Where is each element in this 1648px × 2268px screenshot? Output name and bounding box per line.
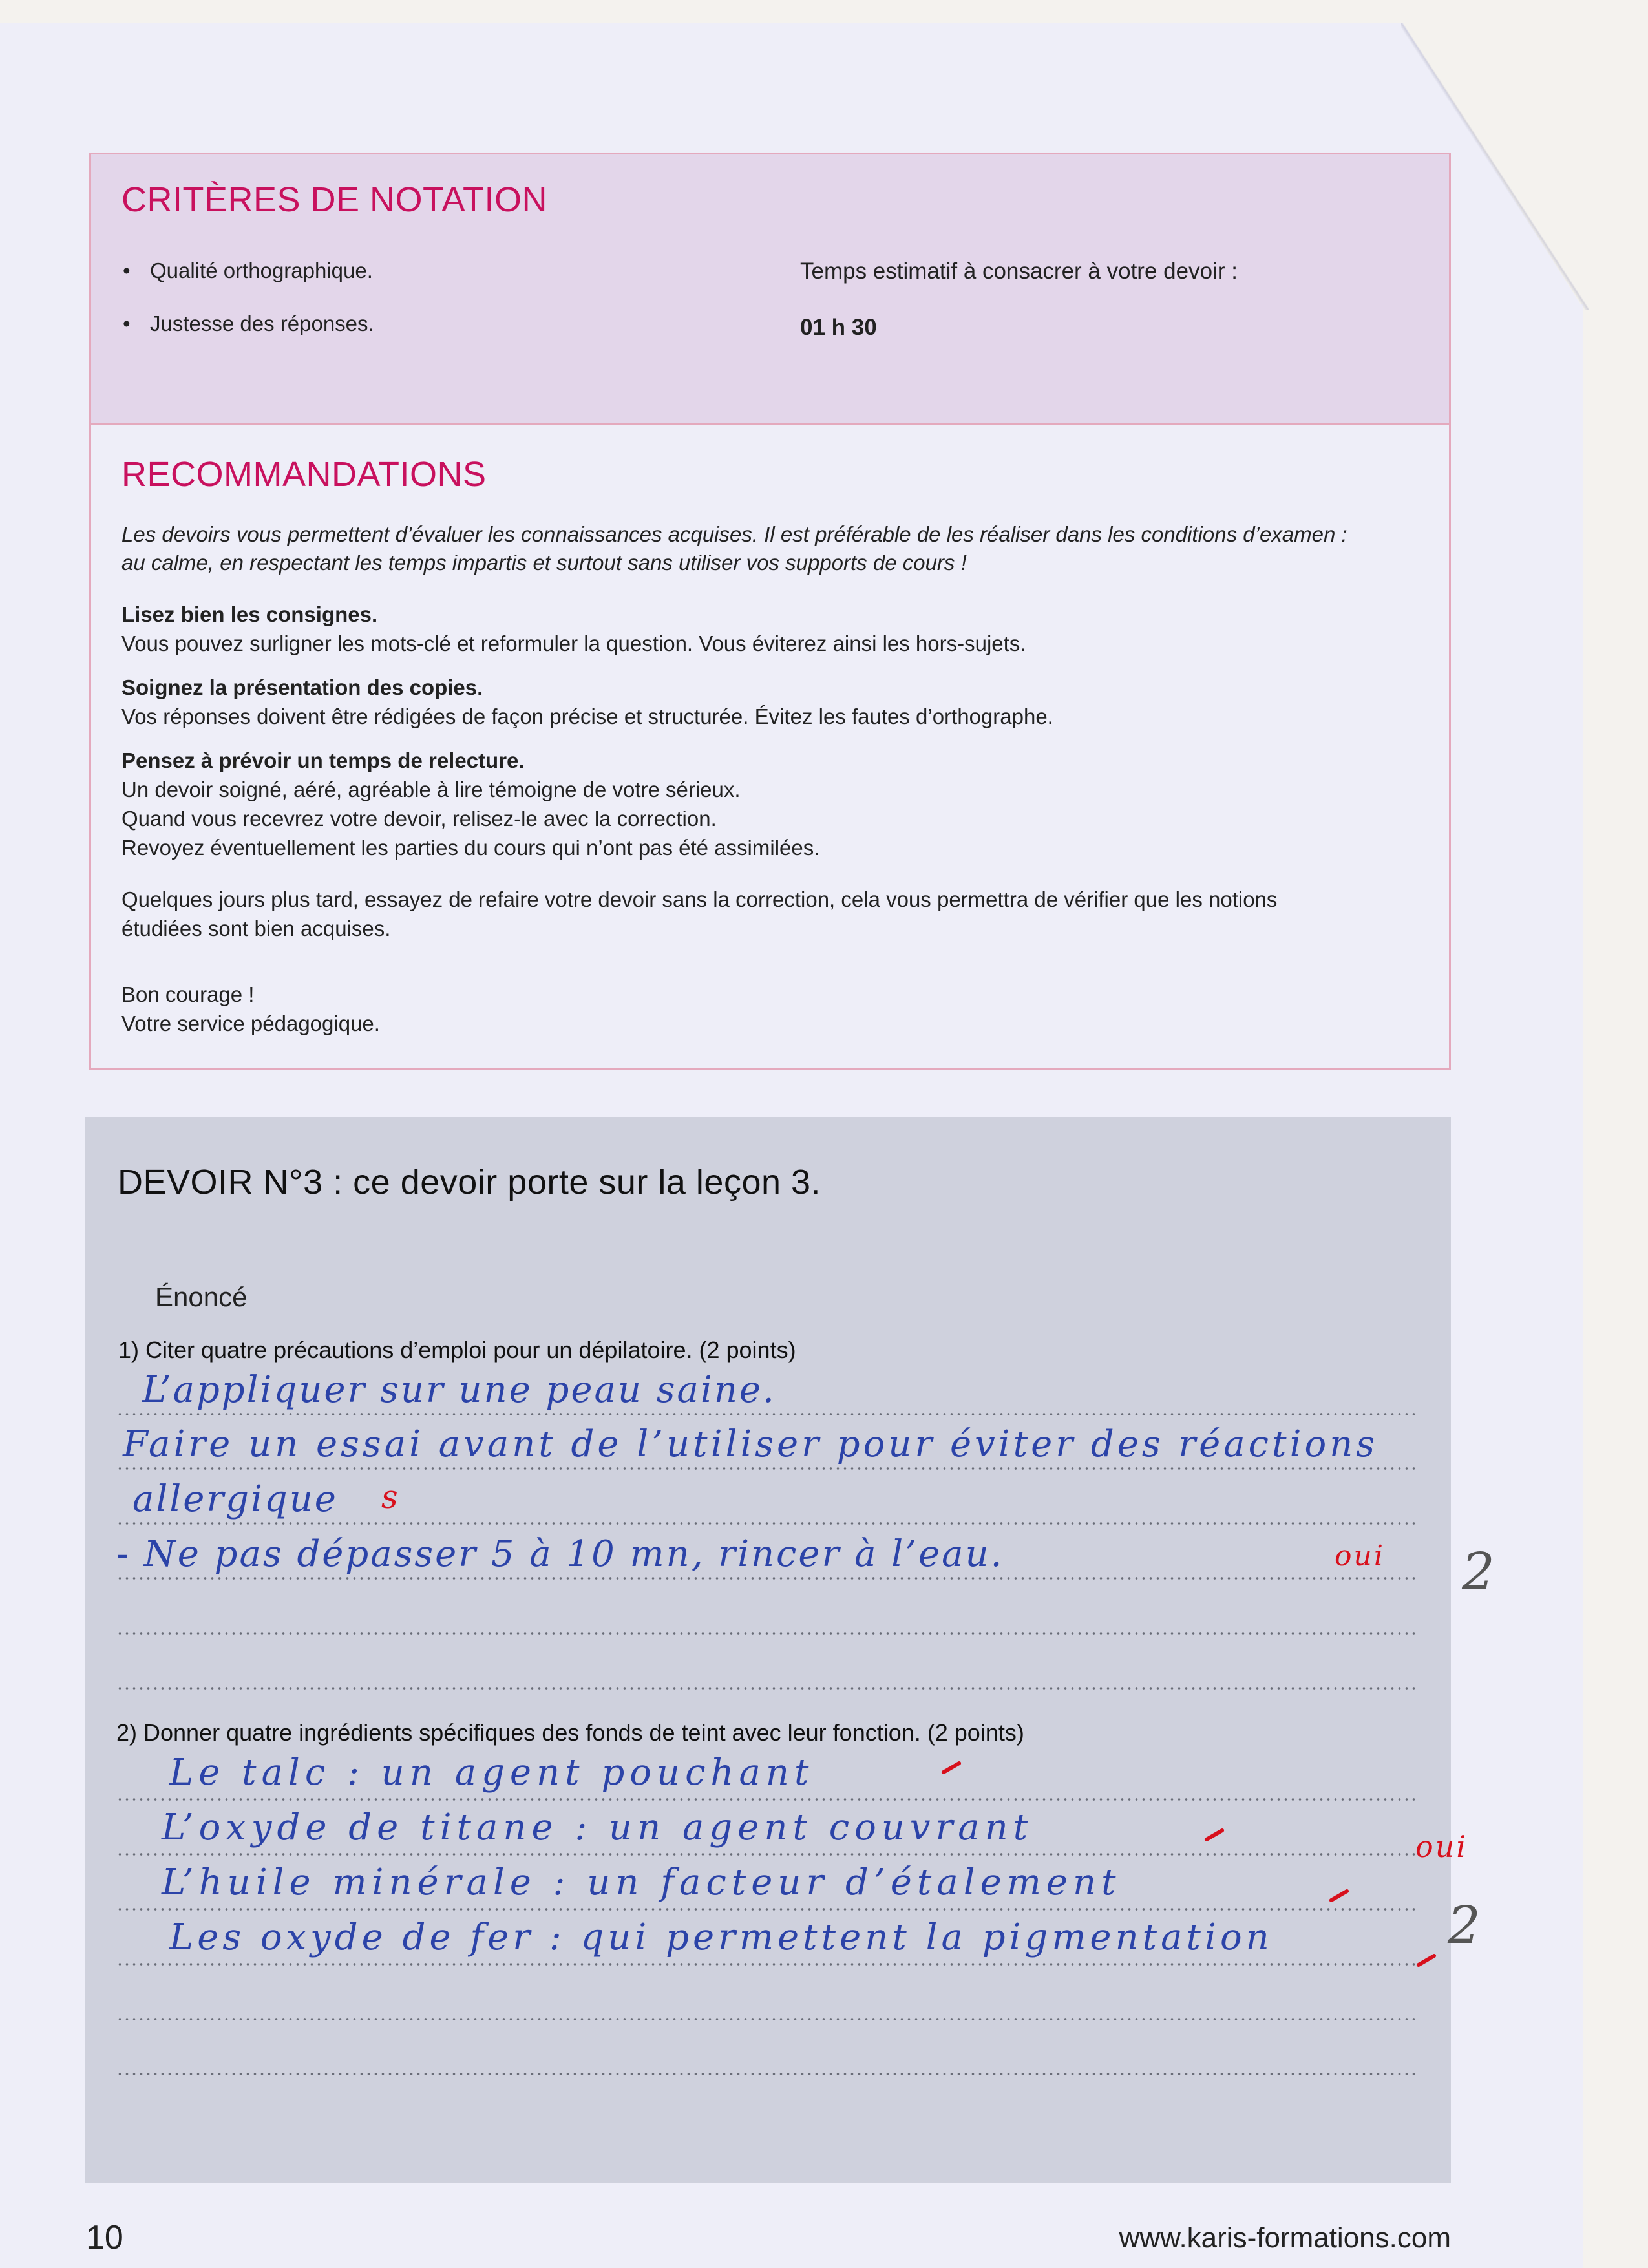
answer-line[interactable] [116,1687,1415,1690]
time-value: 01 h 30 [800,315,877,340]
answer-line[interactable] [116,1632,1415,1635]
q1-correction-mark: s [381,1478,400,1516]
answer-line[interactable] [116,1853,1415,1856]
answer-line[interactable] [116,1908,1415,1911]
q1-answer-4: - Ne pas dépasser 5 à 10 mn, rincer à l’eau. [116,1533,1004,1575]
answer-line[interactable] [116,1798,1415,1801]
reco-heading-consignes: Lisez bien les consignes. [121,602,378,626]
reco-line: Vos réponses doivent être rédigées de façon précise et structurée. Évitez les fautes d’orthographe. [121,705,1053,728]
time-label: Temps estimatif à consacrer à votre devoir : [800,259,1238,284]
question-2-text: 2) Donner quatre ingrédients spécifiques des fonds de teint avec leur fonction. (2 points) [116,1719,1024,1746]
reco-line: Vous pouvez surligner les mots-clé et reformuler la question. Vous éviterez ainsi les hors-sujets. [121,631,1026,655]
reco-signoff-1: Bon courage ! [121,982,255,1006]
recommendations-title: RECOMMANDATIONS [121,455,487,494]
criteria-item-spelling: • Qualité orthographique. [150,259,373,283]
reco-closing-line-2: étudiées sont bien acquises. [121,917,391,940]
q2-answer-1: Le talc : un agent pouchant [169,1752,814,1794]
answer-line[interactable] [116,1467,1415,1470]
reco-signoff-2: Votre service pédagogique. [121,1012,380,1035]
q1-grade: 2 [1462,1542,1495,1602]
answer-line[interactable] [116,1522,1415,1525]
q2-grade: 2 [1448,1895,1481,1955]
reco-heading-presentation: Soignez la présentation des copies. [121,675,483,699]
q1-answer-1: L’appliquer sur une peau saine. [142,1369,776,1411]
recommendations-intro-line-2: au calme, en respectant les temps impartis et surtout sans utiliser vos supports de cours ! [121,551,967,575]
recommendations-panel [89,423,1451,1070]
q1-teacher-comment: oui [1335,1540,1385,1573]
q2-answer-2: L’oxyde de titane : un agent couvrant [162,1807,1033,1849]
answer-line[interactable] [116,1963,1415,1966]
answer-line[interactable] [116,1577,1415,1580]
q2-answer-4: Les oxyde de fer : qui permettent la pigmentation [169,1916,1273,1958]
page-number: 10 [86,2219,123,2256]
answer-line[interactable] [116,2073,1415,2075]
reco-line: Quand vous recevrez votre devoir, relisez-le avec la correction. [121,807,717,831]
enonce-label: Énoncé [155,1282,248,1312]
reco-heading-relecture: Pensez à prévoir un temps de relecture. [121,748,525,772]
q1-answer-3: allergique [132,1478,338,1520]
website-link[interactable]: www.karis-formations.com [1119,2222,1451,2254]
question-1-text: 1) Citer quatre précautions d’emploi pour un dépilatoire. (2 points) [118,1337,796,1363]
reco-line: Un devoir soigné, aéré, agréable à lire témoigne de votre sérieux. [121,778,741,801]
devoir-title: DEVOIR N°3 : ce devoir porte sur la leçon 3. [118,1163,821,1202]
answer-line[interactable] [116,1413,1415,1415]
recommendations-intro-line-1: Les devoirs vous permettent d’évaluer les connaissances acquises. Il est préférable de les réaliser dans les conditions d’examen : [121,522,1347,546]
reco-closing-line-1: Quelques jours plus tard, essayez de refaire votre devoir sans la correction, cela vous permettra de vérifier que les notions [121,887,1278,911]
q1-answer-2: Faire un essai avant de l’utiliser pour éviter des réactions [123,1423,1378,1465]
q2-answer-3: L’huile minérale : un facteur d’étalement [162,1861,1121,1903]
criteria-title: CRITÈRES DE NOTATION [121,180,548,219]
devoir-panel [85,1117,1451,2183]
criteria-item-accuracy: • Justesse des réponses. [150,312,374,336]
q2-teacher-comment: oui [1415,1829,1468,1864]
answer-line[interactable] [116,2018,1415,2020]
reco-line: Revoyez éventuellement les parties du cours qui n’ont pas été assimilées. [121,836,820,860]
